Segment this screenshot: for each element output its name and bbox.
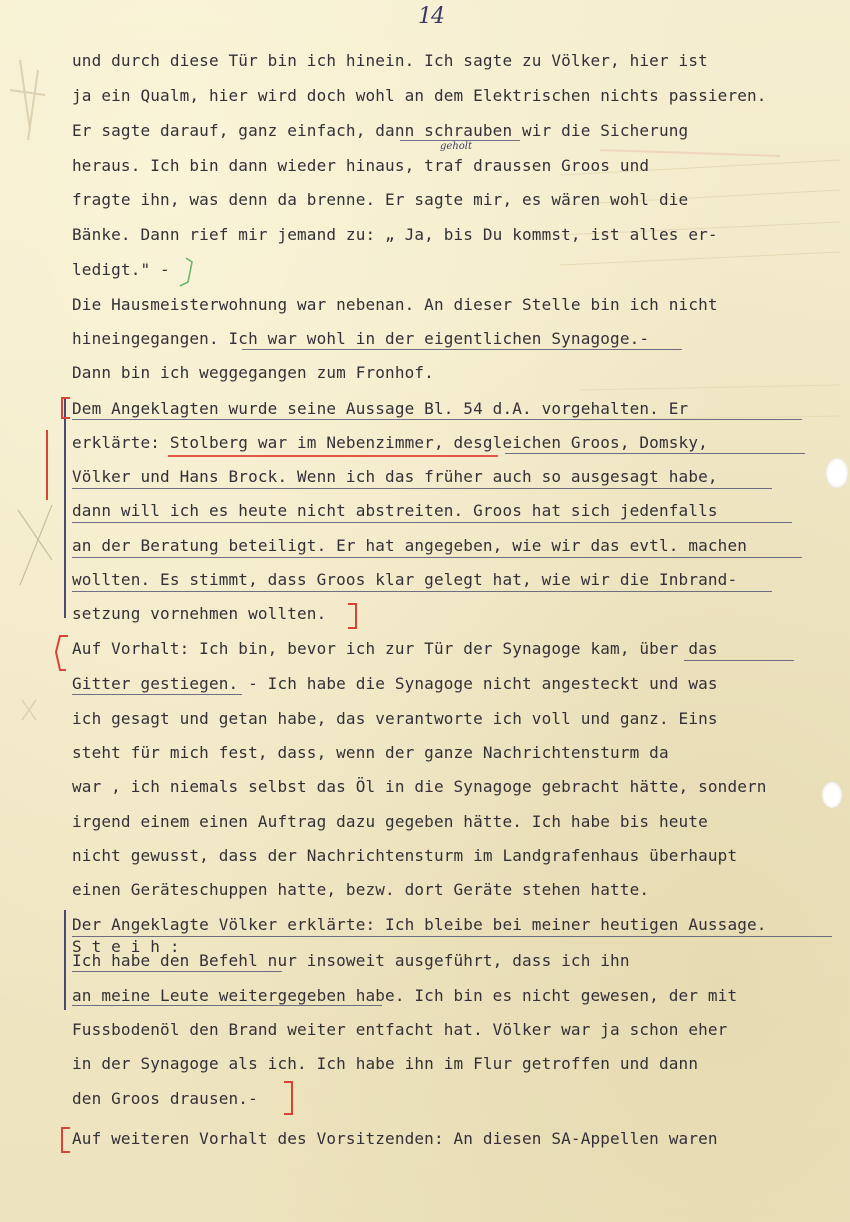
underline <box>505 453 805 454</box>
text-line-8: Die Hausmeisterwohnung war nebenan. An dieser Stelle bin ich nicht <box>72 295 718 314</box>
underline <box>72 557 802 558</box>
margin-bracket-lower <box>64 910 66 1010</box>
text-line-14: dann will ich es heute nicht abstreiten. Groos hat sich jedenfalls <box>72 501 718 520</box>
handwritten-insertion: geholt <box>440 141 472 152</box>
text-line-4: heraus. Ich bin dann wieder hinaus, traf draussen Groos und <box>72 156 650 175</box>
text-line-6: Bänke. Dann rief mir jemand zu: „ Ja, bis Du kommst, ist alles er- <box>72 225 718 244</box>
underline <box>72 971 282 972</box>
text-line-7: ledigt." - <box>72 260 170 279</box>
text-line-2: ja ein Qualm, hier wird doch wohl an dem Elektrischen nichts passieren. <box>72 86 767 105</box>
underline <box>72 591 772 592</box>
text-line-16: wollten. Es stimmt, dass Groos klar gelegt hat, wie wir die Inbrand- <box>72 570 738 589</box>
text-line-31: in der Synagoge als ich. Ich habe ihn im Flur getroffen und dann <box>72 1054 699 1073</box>
text-line-19: Gitter gestiegen. - Ich habe die Synagoge nicht angesteckt und was <box>72 674 718 693</box>
punch-hole-top <box>826 458 848 488</box>
margin-bracket-left <box>64 398 66 618</box>
text-line-24: nicht gewusst, dass der Nachrichtensturm im Landgrafenhaus überhaupt <box>72 846 738 865</box>
underline <box>242 349 682 350</box>
text-line-22: war , ich niemals selbst das Öl in die Synagoge gebracht hätte, sondern <box>72 777 767 796</box>
underline <box>72 936 832 937</box>
red-underline <box>168 455 498 457</box>
text-line-12: erklärte: Stolberg war im Nebenzimmer, desgleichen Groos, Domsky, <box>72 433 708 452</box>
text-line-26: Der Angeklagte Völker erklärte: Ich bleibe bei meiner heutigen Aussage. <box>72 915 767 934</box>
text-line-1: und durch diese Tür bin ich hinein. Ich sagte zu Völker, hier ist <box>72 51 708 70</box>
underline <box>400 140 520 141</box>
punch-hole-bottom <box>822 782 842 808</box>
text-line-10: Dann bin ich weggegangen zum Fronhof. <box>72 363 434 382</box>
text-line-33: Auf weiteren Vorhalt des Vorsitzenden: An diesen SA-Appellen waren <box>72 1129 718 1148</box>
text-line-9: hineingegangen. Ich war wohl in der eigentlichen Synagoge.- <box>72 329 650 348</box>
underline <box>72 522 792 523</box>
underline <box>72 488 772 489</box>
text-line-27: S t e i h : <box>72 937 180 956</box>
underline <box>72 1005 382 1006</box>
underline <box>72 419 802 420</box>
text-line-29: an meine Leute weitergegeben habe. Ich bin es nicht gewesen, der mit <box>72 986 738 1005</box>
text-line-13: Völker und Hans Brock. Wenn ich das früher auch so ausgesagt habe, <box>72 467 718 486</box>
underline <box>684 660 794 661</box>
text-line-20: ich gesagt und getan habe, das verantworte ich voll und ganz. Eins <box>72 709 718 728</box>
text-line-30: Fussbodenöl den Brand weiter entfacht hat. Völker war ja schon eher <box>72 1020 728 1039</box>
text-line-21: steht für mich fest, dass, wenn der ganze Nachrichtensturm da <box>72 743 669 762</box>
text-line-25: einen Geräteschuppen hatte, bezw. dort Geräte stehen hatte. <box>72 880 650 899</box>
underline <box>72 694 242 695</box>
text-line-5: fragte ihn, was denn da brenne. Er sagte mir, es wären wohl die <box>72 190 689 209</box>
text-line-15: an der Beratung beteiligt. Er hat angegeben, wie wir das evtl. machen <box>72 536 748 555</box>
red-margin-bracket <box>46 430 48 500</box>
text-line-17: setzung vornehmen wollten. <box>72 604 327 623</box>
text-line-32: den Groos drausen.- <box>72 1089 258 1108</box>
page-number: 14 <box>418 4 444 29</box>
text-line-18: Auf Vorhalt: Ich bin, bevor ich zur Tür der Synagoge kam, über das <box>72 639 718 658</box>
text-line-28: Ich habe den Befehl nur insoweit ausgeführt, dass ich ihn <box>72 951 630 970</box>
text-line-3: Er sagte darauf, ganz einfach, dann schrauben wir die Sicherung <box>72 121 689 140</box>
text-line-23: irgend einem einen Auftrag dazu gegeben hätte. Ich habe bis heute <box>72 812 708 831</box>
text-line-11: Dem Angeklagten wurde seine Aussage Bl. 54 d.A. vorgehalten. Er <box>72 399 689 418</box>
